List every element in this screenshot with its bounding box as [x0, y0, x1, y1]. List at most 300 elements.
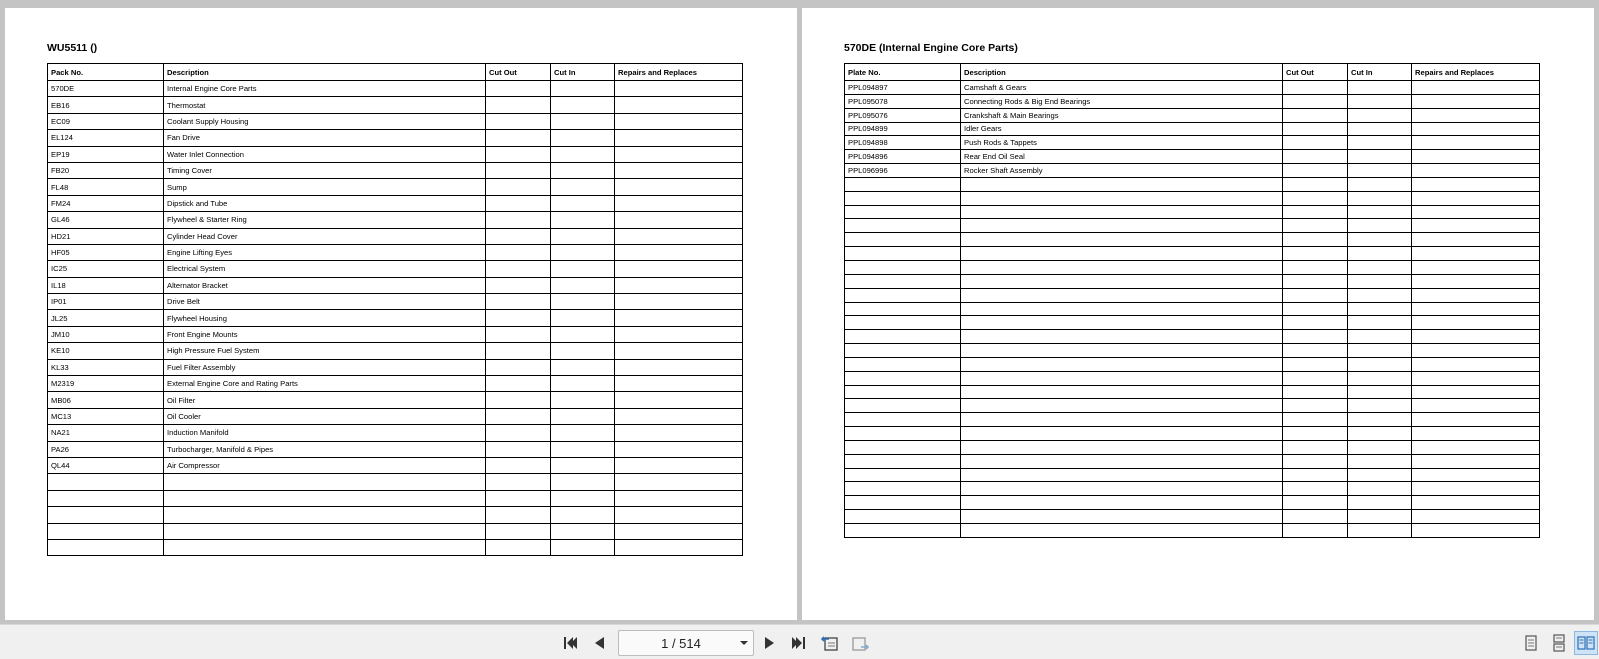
table-cell: [961, 454, 1283, 468]
table-cell: Flywheel & Starter Ring: [164, 212, 486, 228]
table-cell: [551, 474, 615, 490]
column-header: Cut Out: [1283, 64, 1348, 81]
table-cell: [551, 162, 615, 178]
table-cell: [615, 310, 743, 326]
single-page-view-icon[interactable]: [1519, 631, 1543, 655]
table-cell: [1283, 427, 1348, 441]
table-cell: [845, 191, 961, 205]
table-cell: [845, 371, 961, 385]
table-cell: [1412, 247, 1540, 261]
table-cell: [486, 310, 551, 326]
table-cell: [961, 496, 1283, 510]
table-row: [48, 539, 743, 555]
table-cell: [1348, 260, 1412, 274]
previous-page-icon[interactable]: [588, 631, 612, 655]
table-row: [48, 310, 743, 326]
table-row: [845, 219, 1540, 233]
table-cell: [961, 468, 1283, 482]
table-row: [845, 371, 1540, 385]
page-number-input[interactable]: [618, 630, 754, 656]
table-cell: [551, 179, 615, 195]
table-cell: [615, 523, 743, 539]
column-header: Cut In: [551, 64, 615, 81]
table-cell: [1283, 136, 1348, 150]
table-cell: [1283, 288, 1348, 302]
table-cell: [164, 507, 486, 523]
table-row: [845, 205, 1540, 219]
table-row: [845, 427, 1540, 441]
go-forward-icon[interactable]: [848, 631, 872, 655]
table-row: [845, 288, 1540, 302]
table-row: [48, 228, 743, 244]
table-cell: [845, 288, 961, 302]
column-header: Plate No.: [845, 64, 961, 81]
table-cell: EC09: [48, 113, 164, 129]
page-indicator: 1 / 514: [661, 635, 701, 651]
table-row: [48, 457, 743, 473]
table-cell: [486, 277, 551, 293]
table-cell: Oil Cooler: [164, 408, 486, 424]
table-row: [48, 425, 743, 441]
table-cell: [615, 277, 743, 293]
table-row: [48, 359, 743, 375]
table-row: [845, 247, 1540, 261]
table-row: [845, 454, 1540, 468]
table-row: [845, 440, 1540, 454]
table-cell: [615, 343, 743, 359]
table-cell: [961, 357, 1283, 371]
table-cell: [1283, 219, 1348, 233]
table-cell: [551, 507, 615, 523]
table-row: [48, 490, 743, 506]
table-cell: PPL096996: [845, 164, 961, 178]
table-cell: [1412, 191, 1540, 205]
table-cell: [486, 474, 551, 490]
table-cell: Fan Drive: [164, 130, 486, 146]
table-cell: [1412, 94, 1540, 108]
table-cell: [1348, 330, 1412, 344]
table-cell: [961, 399, 1283, 413]
table-cell: [615, 261, 743, 277]
page-right: [802, 8, 1594, 620]
table-cell: [615, 326, 743, 342]
table-cell: [1348, 122, 1412, 136]
table-cell: Flywheel Housing: [164, 310, 486, 326]
table-header-row: [845, 64, 1540, 81]
table-cell: [961, 385, 1283, 399]
table-cell: [1412, 288, 1540, 302]
table-row: [48, 507, 743, 523]
table-row: [48, 113, 743, 129]
table-cell: [615, 162, 743, 178]
table-cell: [1348, 81, 1412, 95]
table-cell: HD21: [48, 228, 164, 244]
table-cell: Coolant Supply Housing: [164, 113, 486, 129]
table-cell: [615, 97, 743, 113]
table-cell: PPL095076: [845, 108, 961, 122]
table-cell: [1412, 413, 1540, 427]
table-row: [845, 482, 1540, 496]
table-cell: [551, 97, 615, 113]
table-cell: [1283, 302, 1348, 316]
table-cell: [1283, 164, 1348, 178]
table-cell: [615, 392, 743, 408]
table-row: [845, 122, 1540, 136]
table-cell: [845, 219, 961, 233]
table-cell: [486, 457, 551, 473]
table-cell: [961, 274, 1283, 288]
table-cell: [1348, 413, 1412, 427]
table-cell: [1348, 233, 1412, 247]
table-cell: [961, 440, 1283, 454]
table-cell: [1283, 413, 1348, 427]
table-cell: PA26: [48, 441, 164, 457]
table-cell: [1412, 344, 1540, 358]
next-page-icon[interactable]: [757, 631, 781, 655]
table-row: [845, 164, 1540, 178]
table-cell: [1283, 81, 1348, 95]
table-cell: Camshaft & Gears: [961, 81, 1283, 95]
table-cell: [845, 468, 961, 482]
table-cell: [486, 359, 551, 375]
table-cell: NA21: [48, 425, 164, 441]
table-cell: [615, 539, 743, 555]
table-cell: [551, 326, 615, 342]
table-cell: [1412, 427, 1540, 441]
table-cell: [48, 523, 164, 539]
table-cell: [845, 427, 961, 441]
table-cell: [1412, 122, 1540, 136]
table-cell: [551, 359, 615, 375]
table-row: [48, 81, 743, 97]
table-row: [845, 260, 1540, 274]
table-cell: PPL095078: [845, 94, 961, 108]
table-cell: IP01: [48, 294, 164, 310]
table-cell: EB16: [48, 97, 164, 113]
plate-table: [844, 63, 1540, 538]
table-row: [845, 94, 1540, 108]
table-cell: [1348, 344, 1412, 358]
table-cell: PPL094899: [845, 122, 961, 136]
table-cell: [486, 539, 551, 555]
table-cell: [615, 244, 743, 260]
table-cell: [1348, 427, 1412, 441]
table-cell: Internal Engine Core Parts: [164, 81, 486, 97]
table-cell: [1348, 510, 1412, 524]
table-cell: [1348, 136, 1412, 150]
table-cell: [845, 482, 961, 496]
table-cell: [1412, 510, 1540, 524]
table-cell: [1348, 316, 1412, 330]
table-cell: [615, 408, 743, 424]
table-cell: [615, 376, 743, 392]
table-cell: M2319: [48, 376, 164, 392]
table-row: [845, 496, 1540, 510]
table-cell: [551, 212, 615, 228]
table-cell: FL48: [48, 179, 164, 195]
table-cell: Drive Belt: [164, 294, 486, 310]
table-cell: [1412, 482, 1540, 496]
table-row: [845, 399, 1540, 413]
table-cell: [551, 195, 615, 211]
table-cell: GL46: [48, 212, 164, 228]
table-cell: [961, 205, 1283, 219]
table-row: [48, 212, 743, 228]
table-row: [845, 302, 1540, 316]
table-cell: [845, 205, 961, 219]
continuous-view-icon[interactable]: [1547, 631, 1571, 655]
table-cell: [1348, 274, 1412, 288]
table-cell: [615, 228, 743, 244]
table-cell: MC13: [48, 408, 164, 424]
table-cell: [551, 457, 615, 473]
table-cell: [615, 457, 743, 473]
table-cell: [1283, 357, 1348, 371]
page-left: [5, 8, 797, 620]
table-cell: Crankshaft & Main Bearings: [961, 108, 1283, 122]
table-cell: [1283, 233, 1348, 247]
table-cell: [1348, 371, 1412, 385]
table-cell: [1348, 205, 1412, 219]
table-cell: FB20: [48, 162, 164, 178]
table-cell: [486, 97, 551, 113]
table-cell: [551, 113, 615, 129]
table-cell: [1283, 274, 1348, 288]
table-row: [845, 81, 1540, 95]
table-cell: Cylinder Head Cover: [164, 228, 486, 244]
table-header-row: [48, 64, 743, 81]
table-cell: EL124: [48, 130, 164, 146]
table-cell: [551, 228, 615, 244]
table-cell: HF05: [48, 244, 164, 260]
table-cell: [1412, 233, 1540, 247]
table-cell: [1283, 482, 1348, 496]
table-cell: [551, 310, 615, 326]
table-cell: IL18: [48, 277, 164, 293]
table-cell: [615, 195, 743, 211]
table-cell: [615, 113, 743, 129]
table-cell: [1348, 177, 1412, 191]
table-row: [48, 441, 743, 457]
table-cell: [1283, 150, 1348, 164]
table-cell: [961, 288, 1283, 302]
table-cell: [1348, 94, 1412, 108]
table-cell: JM10: [48, 326, 164, 342]
table-cell: [1412, 316, 1540, 330]
table-cell: [551, 523, 615, 539]
table-cell: [1412, 399, 1540, 413]
table-cell: [845, 496, 961, 510]
page-title: WU5511 (): [47, 42, 98, 54]
table-row: [48, 523, 743, 539]
table-cell: [486, 425, 551, 441]
table-cell: [961, 524, 1283, 538]
table-cell: [1348, 164, 1412, 178]
table-cell: [486, 294, 551, 310]
table-cell: [1412, 357, 1540, 371]
table-cell: [845, 385, 961, 399]
table-cell: [486, 195, 551, 211]
table-cell: [1412, 81, 1540, 95]
table-row: [48, 408, 743, 424]
table-cell: [164, 539, 486, 555]
chevron-down-icon[interactable]: [735, 640, 753, 646]
table-cell: [486, 343, 551, 359]
table-cell: EP19: [48, 146, 164, 162]
table-cell: [486, 244, 551, 260]
table-cell: [845, 177, 961, 191]
table-cell: [1283, 260, 1348, 274]
table-cell: 570DE: [48, 81, 164, 97]
table-cell: [961, 316, 1283, 330]
table-cell: [551, 408, 615, 424]
column-header: Cut In: [1348, 64, 1412, 81]
table-cell: [615, 425, 743, 441]
table-cell: [615, 179, 743, 195]
table-cell: [845, 247, 961, 261]
table-cell: [615, 81, 743, 97]
page-title: 570DE (Internal Engine Core Parts): [844, 42, 1018, 54]
table-cell: QL44: [48, 457, 164, 473]
table-row: [845, 385, 1540, 399]
table-cell: [845, 413, 961, 427]
table-cell: [1348, 302, 1412, 316]
table-cell: [845, 233, 961, 247]
table-cell: [1348, 219, 1412, 233]
column-header: Repairs and Replaces: [1412, 64, 1540, 81]
table-row: [48, 244, 743, 260]
table-cell: KE10: [48, 343, 164, 359]
table-cell: [1348, 524, 1412, 538]
table-cell: [1283, 440, 1348, 454]
table-cell: [845, 274, 961, 288]
table-cell: [486, 179, 551, 195]
table-cell: Air Compressor: [164, 457, 486, 473]
table-row: [845, 233, 1540, 247]
table-cell: [486, 130, 551, 146]
column-header: Description: [961, 64, 1283, 81]
table-cell: [1348, 385, 1412, 399]
table-cell: [48, 490, 164, 506]
table-cell: [615, 130, 743, 146]
table-cell: [551, 539, 615, 555]
table-cell: [1412, 496, 1540, 510]
table-cell: [1348, 496, 1412, 510]
table-cell: [845, 316, 961, 330]
table-cell: [551, 343, 615, 359]
table-row: [48, 146, 743, 162]
table-cell: [1348, 150, 1412, 164]
table-cell: [1412, 108, 1540, 122]
table-cell: [1412, 371, 1540, 385]
table-row: [48, 162, 743, 178]
table-cell: [845, 399, 961, 413]
table-cell: [48, 507, 164, 523]
table-cell: [1283, 385, 1348, 399]
table-cell: [1412, 330, 1540, 344]
table-row: [48, 130, 743, 146]
table-cell: Water Inlet Connection: [164, 146, 486, 162]
table-cell: [845, 330, 961, 344]
first-page-icon[interactable]: [558, 631, 582, 655]
table-row: [845, 150, 1540, 164]
table-cell: [845, 524, 961, 538]
table-cell: [615, 294, 743, 310]
table-cell: [1412, 302, 1540, 316]
two-page-view-icon[interactable]: [1574, 631, 1598, 655]
table-row: [845, 330, 1540, 344]
table-cell: [486, 113, 551, 129]
table-cell: [551, 277, 615, 293]
table-cell: [961, 482, 1283, 496]
table-row: [48, 392, 743, 408]
table-cell: [1412, 274, 1540, 288]
table-cell: [845, 454, 961, 468]
table-cell: [486, 326, 551, 342]
table-cell: [961, 371, 1283, 385]
last-page-icon[interactable]: [787, 631, 811, 655]
table-cell: Dipstick and Tube: [164, 195, 486, 211]
table-cell: Electrical System: [164, 261, 486, 277]
table-cell: [551, 81, 615, 97]
table-cell: [551, 490, 615, 506]
table-cell: [961, 177, 1283, 191]
table-cell: [551, 425, 615, 441]
bottom-toolbar: [0, 624, 1599, 659]
table-cell: [486, 507, 551, 523]
table-cell: [486, 228, 551, 244]
table-row: [845, 344, 1540, 358]
table-cell: [1412, 150, 1540, 164]
table-cell: High Pressure Fuel System: [164, 343, 486, 359]
table-cell: [1283, 371, 1348, 385]
table-cell: [961, 413, 1283, 427]
table-cell: [615, 507, 743, 523]
table-cell: [486, 490, 551, 506]
table-row: [48, 474, 743, 490]
table-cell: Sump: [164, 179, 486, 195]
table-cell: [1348, 468, 1412, 482]
table-cell: KL33: [48, 359, 164, 375]
table-cell: [486, 81, 551, 97]
table-cell: [961, 247, 1283, 261]
table-cell: [1283, 496, 1348, 510]
table-cell: Timing Cover: [164, 162, 486, 178]
table-cell: [1412, 440, 1540, 454]
table-cell: [1412, 468, 1540, 482]
column-header: Repairs and Replaces: [615, 64, 743, 81]
table-cell: [961, 233, 1283, 247]
table-cell: [1283, 330, 1348, 344]
table-cell: [1283, 399, 1348, 413]
table-cell: Connecting Rods & Big End Bearings: [961, 94, 1283, 108]
table-row: [845, 316, 1540, 330]
table-cell: [486, 146, 551, 162]
table-cell: [164, 523, 486, 539]
table-cell: Rear End Oil Seal: [961, 150, 1283, 164]
table-cell: [486, 408, 551, 424]
table-cell: [1283, 524, 1348, 538]
table-cell: [961, 510, 1283, 524]
table-row: [845, 468, 1540, 482]
table-cell: [1348, 454, 1412, 468]
table-cell: [615, 441, 743, 457]
table-row: [845, 510, 1540, 524]
table-row: [48, 343, 743, 359]
go-back-icon[interactable]: [818, 631, 842, 655]
table-cell: [1283, 191, 1348, 205]
table-cell: [845, 440, 961, 454]
